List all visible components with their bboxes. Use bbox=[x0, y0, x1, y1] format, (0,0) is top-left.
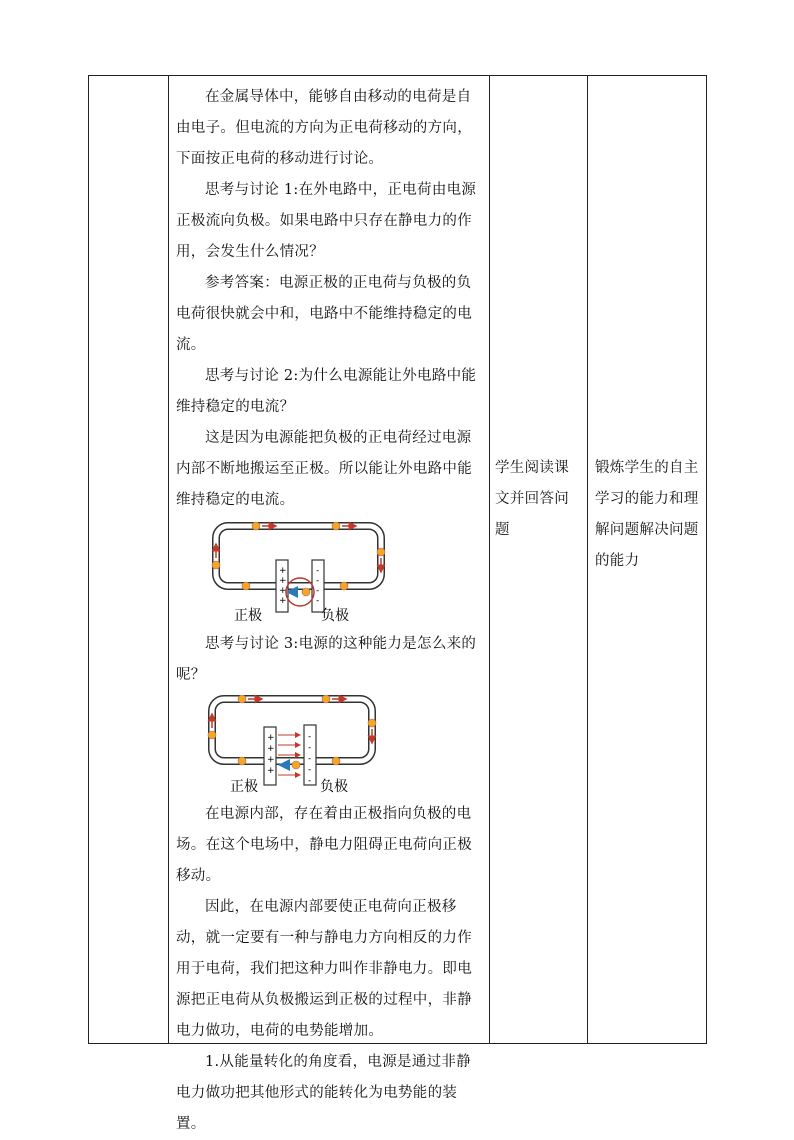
svg-text:-: - bbox=[308, 743, 312, 753]
negative-terminal-label: 负极 bbox=[320, 779, 348, 795]
paragraph: 思考与讨论 1:在外电路中，正电荷由电源正极流向负极。如果电路中只存在静电力的作用，会发生什么情况？ bbox=[176, 182, 477, 260]
circuit-diagram-2 bbox=[176, 695, 476, 795]
design-intent-cell: 锻炼学生的自主学习的能力和理解问题解决问题的能力 bbox=[595, 460, 699, 569]
svg-text:-: - bbox=[308, 776, 312, 786]
column-divider bbox=[587, 76, 588, 1043]
paragraph: 参考答案：电源正极的正电荷与负极的负电荷很快就会中和，电路中不能维持稳定的电流。 bbox=[176, 275, 472, 353]
positive-terminal-label: 正极 bbox=[230, 779, 258, 795]
positive-terminal-label: 正极 bbox=[234, 608, 262, 624]
negative-terminal-label: 负极 bbox=[321, 608, 349, 624]
svg-text:-: - bbox=[308, 732, 312, 742]
svg-text:+: + bbox=[267, 733, 275, 743]
circuit-figure-1 bbox=[176, 520, 481, 625]
svg-text:+: + bbox=[279, 596, 287, 606]
svg-text:+: + bbox=[279, 566, 287, 576]
svg-text:+: + bbox=[267, 755, 275, 765]
column-divider bbox=[489, 76, 490, 1043]
svg-text:-: - bbox=[316, 576, 320, 586]
paragraph: 在金属导体中，能够自由移动的电荷是自由电子。但电流的方向为正电荷移动的方向，下面按正电荷的移动进行讨论。 bbox=[176, 89, 472, 167]
paragraph: 这是因为电源能把负极的正电荷经过电源内部不断地搬运至正极。所以能让外电路中能维持稳定的电流。 bbox=[176, 430, 472, 508]
svg-text:-: - bbox=[316, 586, 320, 596]
paragraph: 在电源内部，存在着由正极指向负极的电场。在这个电场中，静电力阻碍正电荷向正极移动。 bbox=[176, 806, 472, 884]
circuit-figure-2 bbox=[176, 695, 481, 795]
svg-text:-: - bbox=[308, 754, 312, 764]
circuit-diagram-1 bbox=[176, 520, 476, 625]
paragraph: 思考与讨论 3:电源的这种能力是怎么来的呢？ bbox=[176, 636, 477, 683]
svg-text:-: - bbox=[316, 596, 320, 606]
paragraph: 1.从能量转化的角度看，电源是通过非静电力做功把其他形式的能转化为电势能的装置。 bbox=[176, 1054, 472, 1132]
paragraph: 思考与讨论 2:为什么电源能让外电路中能维持稳定的电流？ bbox=[176, 368, 477, 415]
svg-text:-: - bbox=[316, 566, 320, 576]
svg-text:+: + bbox=[267, 744, 275, 754]
svg-text:+: + bbox=[279, 586, 287, 596]
svg-text:-: - bbox=[308, 765, 312, 775]
lesson-table bbox=[88, 75, 707, 1132]
teaching-content-cell bbox=[169, 76, 489, 1140]
student-activity-cell: 学生阅读课文并回答问题 bbox=[495, 460, 569, 538]
svg-text:+: + bbox=[279, 576, 287, 586]
paragraph: 因此，在电源内部要使正电荷向正极移动，就一定要有一种与静电力方向相反的力作用于电荷，我们把这种力叫作非静电力。即电源把正电荷从负极搬运到正极的过程中，非静电力做功，电荷的电势能增加。 bbox=[176, 899, 472, 1039]
svg-text:+: + bbox=[267, 766, 275, 776]
